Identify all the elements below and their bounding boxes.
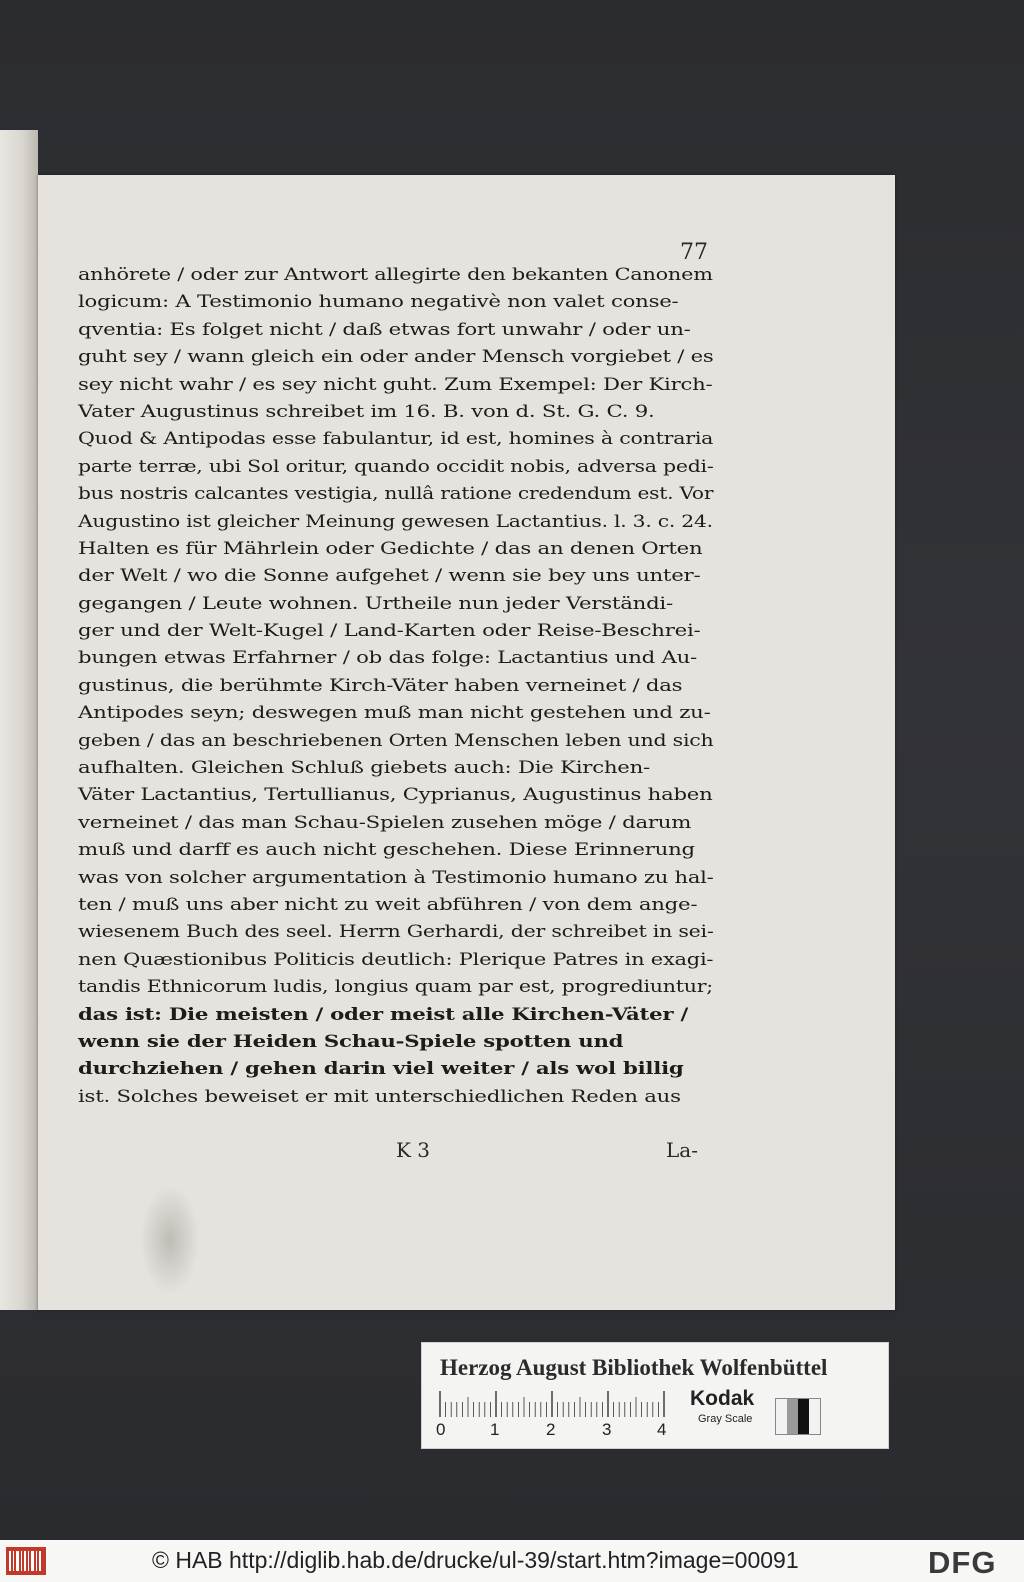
text-line: Augustino ist gleicher Meinung gewesen Lactantius. l. 3. c. 24. [78,511,713,532]
text-line: ger und der Welt-Kugel / Land-Karten oder Reise-Beschrei- [78,621,701,642]
color-reference-card [421,1342,889,1449]
ruler-numbers [436,1420,676,1442]
ruler-number: 2 [546,1420,556,1439]
library-name: Herzog August Bibliothek Wolfenbüttel [440,1355,828,1380]
text-line: der Welt / wo die Sonne aufgehet / wenn sie bey uns unter- [78,566,701,587]
text-line: parte terræ, ubi Sol oritur, quando occidit nobis, adversa pedi- [78,456,714,477]
swatch-white [776,1399,787,1434]
signature-mark: K 3 [396,1138,431,1162]
text-line: gustinus, die berühmte Kirch-Väter haben verneinet / das [78,675,683,696]
text-line: gegangen / Leute wohnen. Urtheile nun jeder Verständi- [78,593,673,614]
text-line: sey nicht wahr / es sey nicht guht. Zum Exempel: Der Kirch- [78,374,713,395]
text-line: bungen etwas Erfahrner / ob das folge: Lactantius und Au- [78,648,697,669]
page-text [78,262,713,1111]
page-smudge [140,1185,200,1295]
text-line: ten / muß uns aber nicht zu weit abführen / von dem ange- [78,894,698,915]
swatch-gray [787,1399,798,1434]
gray-scale-swatches [775,1398,821,1435]
text-line: logicum: A Testimonio humano negativè non valet conse- [78,292,679,313]
ruler-number: 1 [490,1420,500,1439]
kodak-brand: Kodak [690,1387,755,1410]
ruler-number: 3 [602,1420,612,1439]
footer-bar [0,1540,1024,1582]
text-line: nen Quæstionibus Politicis deutlich: Plerique Patres in exagi- [78,949,714,970]
text-line: das ist: Die meisten / oder meist alle Kirchen-Väter / [78,1004,688,1025]
text-line: wenn sie der Heiden Schau-Spiele spotten und [78,1031,624,1052]
swatch-white [809,1399,820,1434]
swatch-black [798,1399,809,1434]
text-line: Vater Augustinus schreibet im 16. B. von d. St. G. C. 9. [78,401,655,422]
text-line: anhörete / oder zur Antwort allegirte den bekanten Canonem [78,265,713,285]
text-line: was von solcher argumentation à Testimonio humano zu hal- [78,867,714,888]
copyright-link[interactable]: © HAB http://diglib.hab.de/drucke/ul-39/start.htm?image=00091 [152,1547,799,1573]
barcode-icon [6,1547,46,1575]
text-line: Antipodes seyn; deswegen muß man nicht gestehen und zu- [78,703,711,724]
text-line: muß und darff es auch nicht geschehen. Diese Erinnerung [78,840,695,861]
gray-scale-label: Gray Scale [698,1413,753,1425]
text-line: wiesenem Buch des seel. Herrn Gerhardi, der schreibet in sei- [78,922,714,943]
dfg-logo: DFG [928,1545,997,1580]
page-number: 77 [680,240,708,265]
text-line: qventia: Es folget nicht / daß etwas fort unwahr / oder un- [78,319,691,340]
ruler-scale [438,1391,668,1417]
catchword: La- [666,1138,698,1162]
text-line: Väter Lactantius, Tertullianus, Cyprianus, Augustinus haben [78,785,713,806]
text-line: verneinet / das man Schau-Spielen zusehen möge / darum [78,812,692,833]
text-line: guht sey / wann gleich ein oder ander Mensch vorgiebet / es [78,347,714,368]
facing-page-edge [0,130,38,1310]
text-line: tandis Ethnicorum ludis, longius quam par est, progrediuntur; [78,977,713,998]
text-line: Quod & Antipodas esse fabulantur, id est, homines à contraria [78,429,714,450]
text-line: bus nostris calcantes vestigia, nullâ ratione credendum est. Vor [78,484,714,505]
text-line: Halten es für Mährlein oder Gedichte / das an denen Orten [78,538,703,559]
ruler-number: 0 [436,1420,446,1439]
text-line: durchziehen / gehen darin viel weiter / als wol billig [78,1059,684,1080]
text-line: geben / das an beschriebenen Orten Menschen leben und sich [78,730,714,751]
text-line: ist. Solches beweiset er mit unterschiedlichen Reden aus [78,1086,681,1107]
text-line: aufhalten. Gleichen Schluß giebets auch: Die Kirchen- [78,758,650,779]
ruler-number: 4 [657,1420,667,1439]
